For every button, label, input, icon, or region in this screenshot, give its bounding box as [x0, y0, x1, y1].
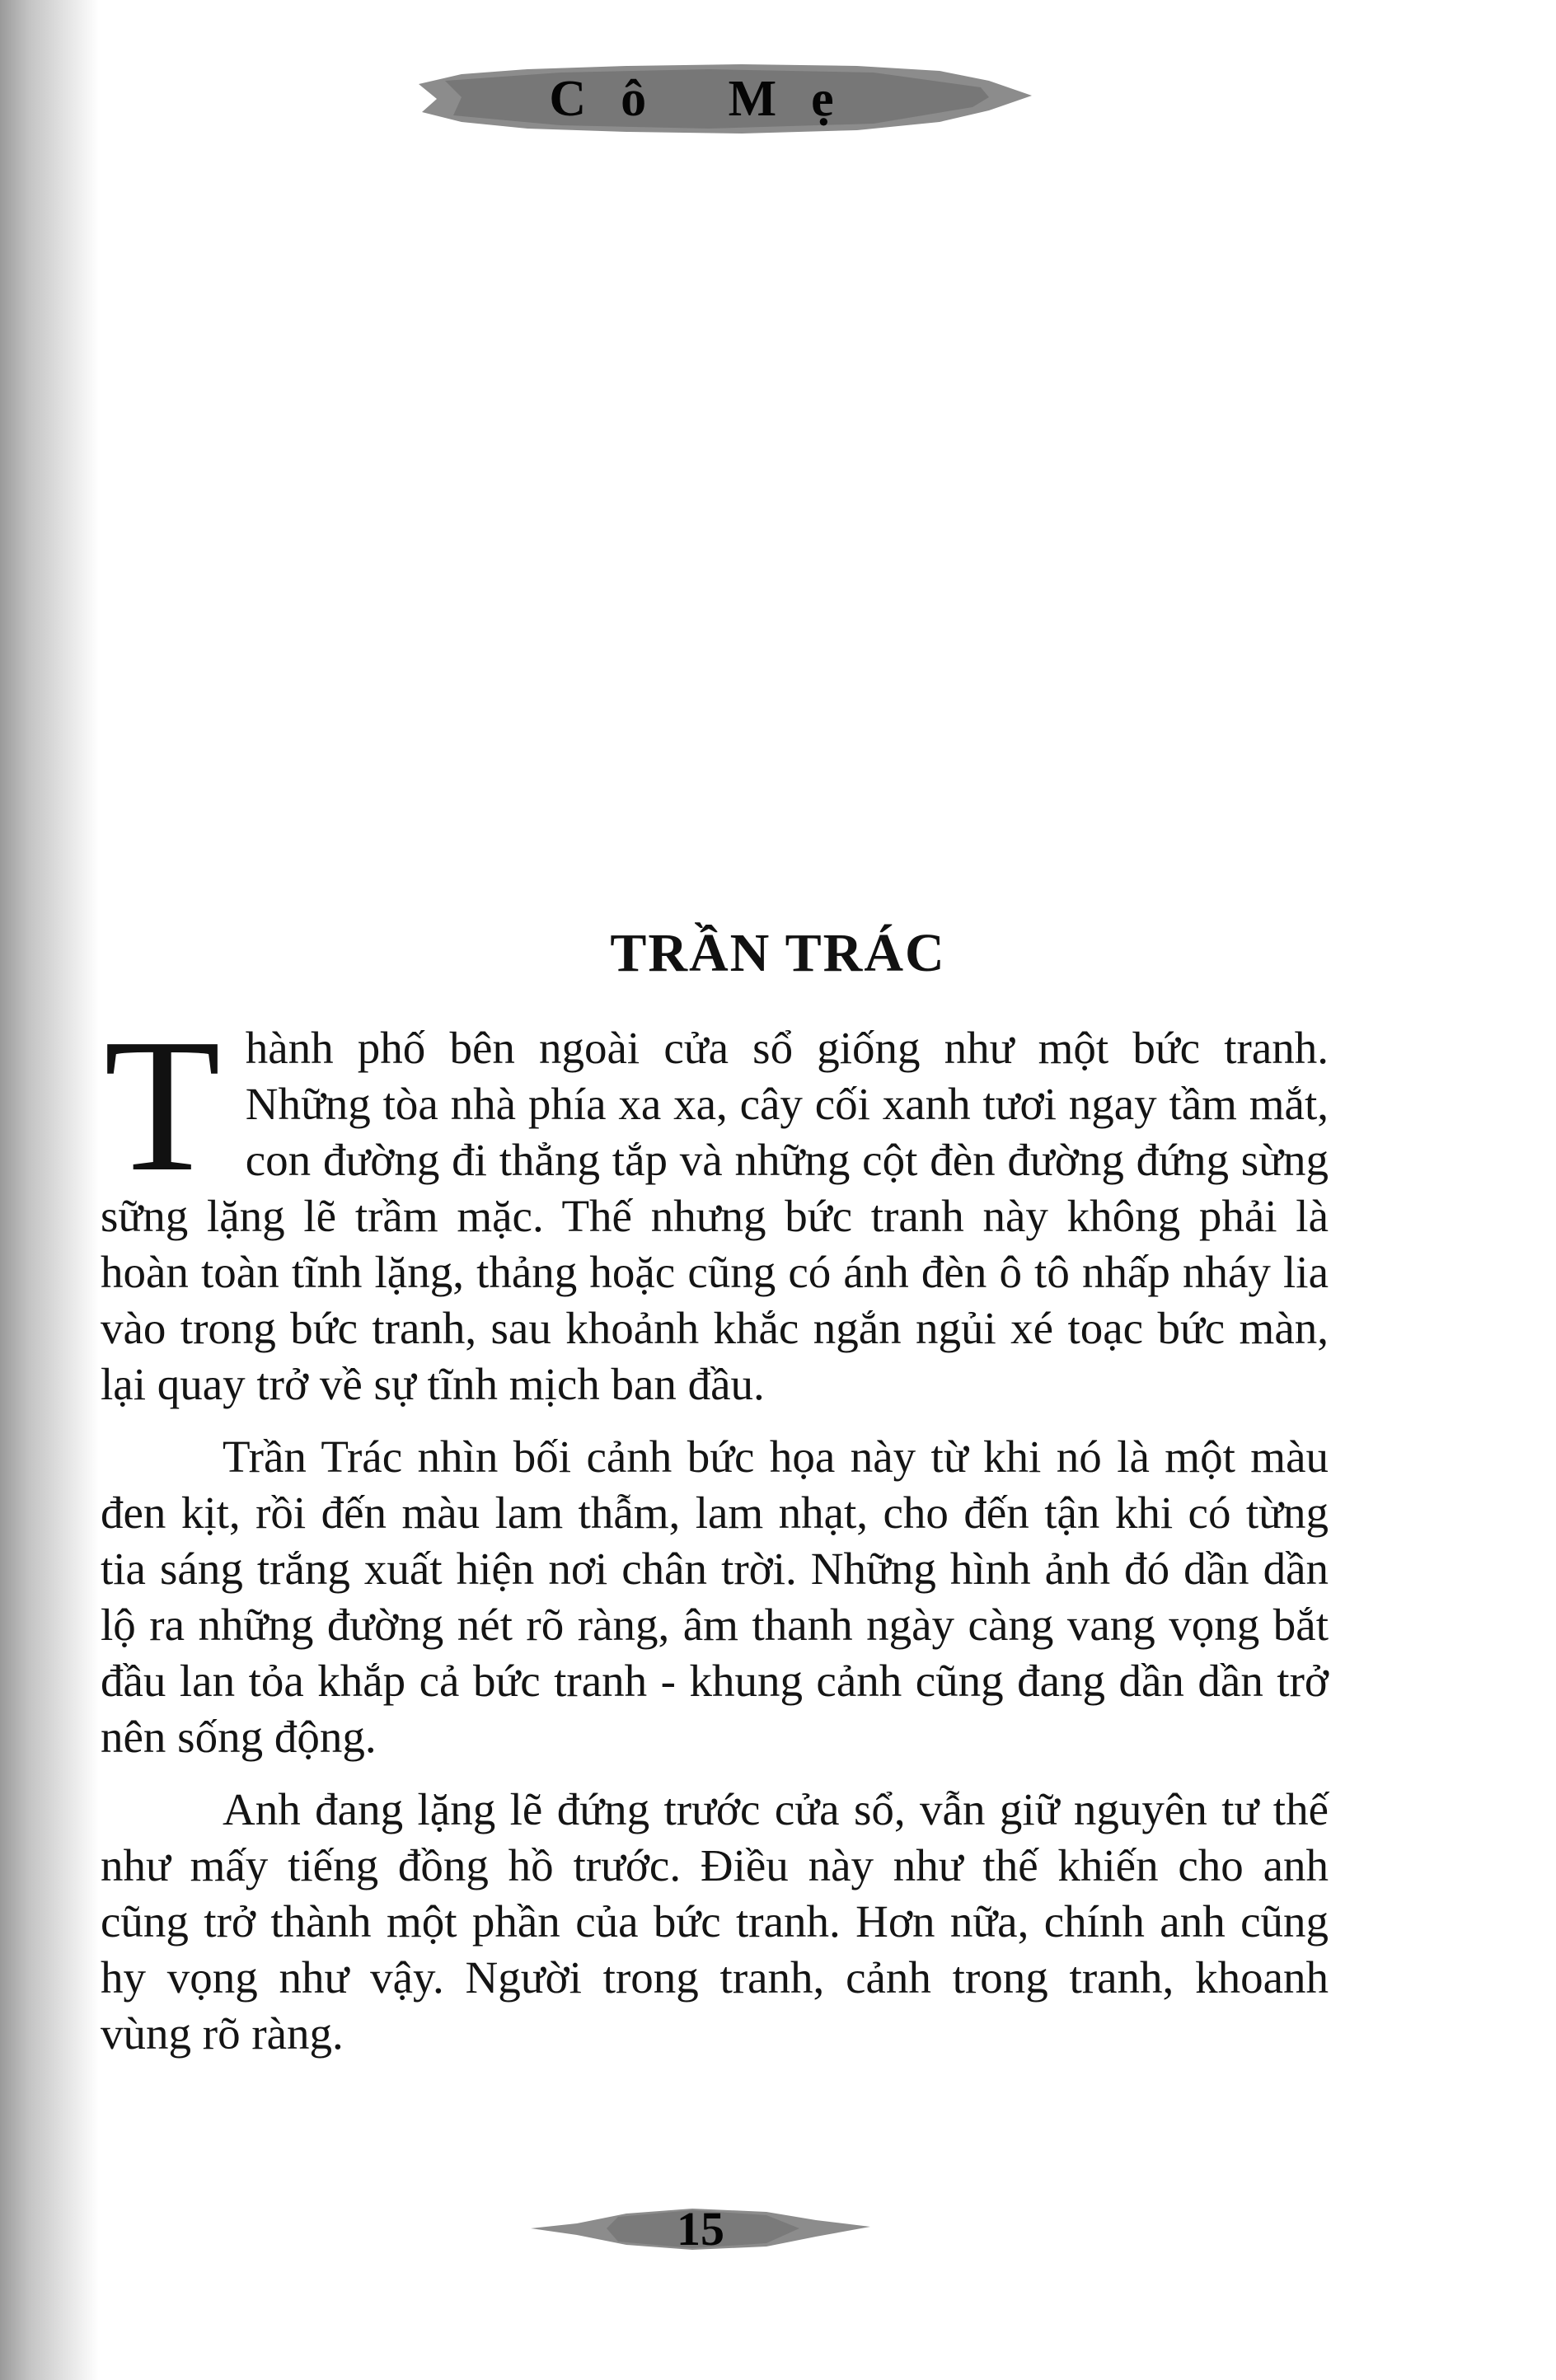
paragraph-2: Trần Trác nhìn bối cảnh bức họa này từ khi nó là một màu đen kịt, rồi đến màu lam thẫm, lam nhạt, cho đến tận khi có từng tia sáng trắng xuất hiện nơi chân trời. Những hình ảnh đó dần dần lộ ra những đường nét rõ ràng, âm thanh ngày càng vang vọng bắt đầu lan tỏa khắp cả bức tranh - khung cảnh cũng đang dần dần trở nên sống động.: [101, 1431, 1329, 1762]
paragraph-1-text: hành phố bên ngoài cửa sổ giống như một bức tranh. Những tòa nhà phía xa xa, cây cối xanh tươi ngay tầm mắt, con đường đi thẳng tắp và những cột đèn đường đứng sừng sững lặng lẽ trầm mặc. Thế nhưng bức tranh này không phải là hoàn toàn tĩnh lặng, thảng hoặc cũng có ánh đèn ô tô nhấp nháy lia vào trong bức tranh, sau khoảnh khắc ngắn ngủi xé toạc bức màn, lại quay trở về sự tĩnh mịch ban đầu.: [101, 1023, 1329, 1409]
chapter-title: TRẦN TRÁC: [610, 923, 946, 984]
running-header-title: Cô Mẹ: [549, 71, 869, 127]
drop-cap-letter: T: [104, 1000, 221, 1211]
paragraph-3: Anh đang lặng lẽ đứng trước cửa sổ, vẫn giữ nguyên tư thế như mấy tiếng đồng hồ trước. Điều này như thế khiến cho anh cũng trở thành một phần của bức tranh. Hơn nữa, chính anh cũng hy vọng như vậy. Người trong tranh, cảnh trong tranh, khoanh vùng rõ ràng.: [101, 1784, 1329, 2059]
page-number: 15: [677, 2202, 724, 2256]
paragraph-1: [101, 1000, 1329, 1413]
running-header: [412, 56, 1038, 142]
page-gutter-shadow: [0, 0, 99, 2380]
page-number-block: [527, 2192, 874, 2266]
chapter-body: [101, 1000, 1329, 2078]
